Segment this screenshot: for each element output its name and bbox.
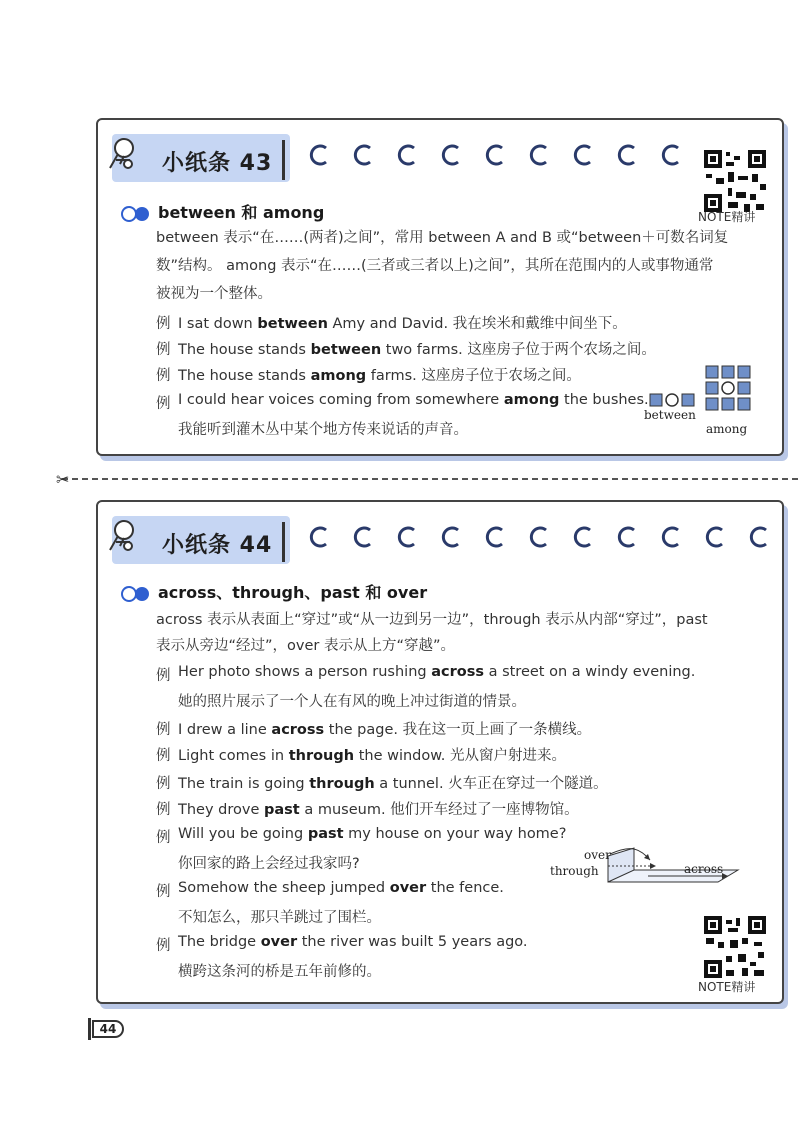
ring-icon [352,526,374,548]
example-sentence: They drove past a museum. 他们开车经过了一座博物馆。 [178,802,579,818]
example-sentence: The train is going through a tunnel. 火车正在穿过一个隧道。 [178,776,608,792]
note-tab-44 [112,516,290,564]
tab-divider [282,140,285,180]
ring-icon [396,526,418,548]
example-mark: 例 [156,722,171,738]
section-heading [120,580,427,603]
between-label: between [644,408,696,422]
example-sentence: I drew a line across the page. 我在这一页上画了一条横线。 [178,722,592,738]
example-mark: 例 [156,776,171,792]
example-sentence: The bridge over the river was built 5 years ago. [178,934,528,950]
example-mark: 例 [156,802,171,818]
example-translation: 我能听到灌木丛中某个地方传来说话的声音。 [178,422,468,438]
among-grid [706,366,750,410]
cut-line [62,478,798,480]
example-translation: 她的照片展示了一个人在有风的晚上冲过街道的情景。 [178,694,526,710]
scissors-icon: ✂ [56,470,70,489]
example-mark: 例 [156,368,171,384]
desc-line: 被视为一个整体。 [156,286,272,302]
note-title: 小纸条 43 [162,151,273,176]
ring-icon [572,144,594,166]
ring-icon [528,526,550,548]
qr-label: NOTE精讲 [698,980,756,994]
ring-icon [308,144,330,166]
example-mark: 例 [156,342,171,358]
ring-icon [396,144,418,166]
note-title: 小纸条 44 [162,533,273,558]
through-label: through [550,864,599,878]
example-mark: 例 [156,396,171,412]
paper-clip-icon [106,516,150,560]
example-translation: 你回家的路上会经过我家吗? [178,856,360,872]
desc-line: 表示从旁边“经过”，over 表示从上方“穿越”。 [156,638,455,654]
section-heading [120,200,324,223]
example-mark: 例 [156,884,171,900]
example-translation: 不知怎么，那只羊跳过了围栏。 [178,910,381,926]
page-number: 44 [92,1020,124,1038]
example-sentence: I sat down between Amy and David. 我在埃米和戴维中间坐下。 [178,316,627,332]
example-mark: 例 [156,748,171,764]
note-tab-43 [112,134,290,182]
desc-line: between 表示“在……(两者)之间”，常用 between A and B 或“between＋可数名词复 [156,230,729,246]
ring-icon [616,526,638,548]
ring-icon [440,526,462,548]
example-sentence: The house stands among farms. 这座房子位于农场之间。 [178,368,581,384]
ring-icon [308,526,330,548]
example-sentence: Her photo shows a person rushing across a street on a windy evening. [178,664,696,680]
qr-code-icon[interactable] [702,148,768,214]
example-mark: 例 [156,938,171,954]
ring-icon [660,144,682,166]
qr-code-icon[interactable] [702,914,768,980]
ring-icon [528,144,550,166]
example-sentence: The house stands between two farms. 这座房子位于两个农场之间。 [178,342,656,358]
across-label: across [684,862,724,876]
example-mark: 例 [156,668,171,684]
example-mark: 例 [156,830,171,846]
ring-icon [352,144,374,166]
ring-icon [440,144,462,166]
bullet-dots-icon [120,206,152,222]
ring-icon [704,526,726,548]
heading-text: across、through、past 和 over [158,583,428,602]
ring-icon [484,526,506,548]
ring-icon [616,144,638,166]
example-sentence: Somehow the sheep jumped over the fence. [178,880,504,896]
desc-line: 数”结构。 among 表示“在……(三者或三者以上)之间”，其所在范围内的人或事物通常 [156,258,714,274]
heading-text: between 和 among [158,203,325,222]
note-card-44 [96,500,784,1004]
bullet-dots-icon [120,586,152,602]
qr-label: NOTE精讲 [698,210,756,224]
ring-icon [748,526,770,548]
example-translation: 横跨这条河的桥是五年前修的。 [178,964,381,980]
paper-clip-icon [106,134,150,178]
between-squares [650,394,694,406]
desc-line: across 表示从表面上“穿过”或“从一边到另一边”，through 表示从内部“穿过”，past [156,612,708,628]
example-mark: 例 [156,316,171,332]
ring-icon [660,526,682,548]
example-sentence: Will you be going past my house on your way home? [178,826,567,842]
note-card-43 [96,118,784,456]
ring-icon [484,144,506,166]
example-sentence: I could hear voices coming from somewhere among the bushes. [178,392,649,408]
ring-icon [572,526,594,548]
example-sentence: Light comes in through the window. 光从窗户射进来。 [178,748,567,764]
among-label: among [706,422,748,436]
tab-divider [282,522,285,562]
page-number-bar [88,1018,91,1040]
over-label: over [584,848,611,862]
